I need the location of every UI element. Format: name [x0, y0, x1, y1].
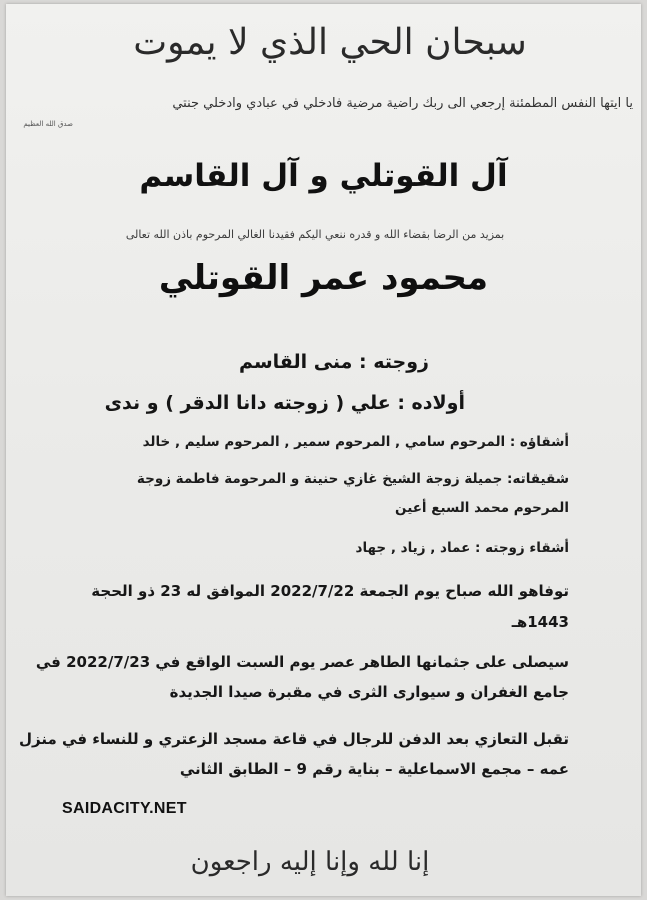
- wife-line: زوجته : منى القاسم: [239, 351, 429, 373]
- condolences-line-2: عمه – مجمع الاسماعلية – بناية رقم 9 – الطابق الثاني: [179, 760, 569, 778]
- footer-calligraphy: إنا لله وإنا إليه راجعون: [190, 847, 430, 877]
- condolences-line-1: تقبل التعازي بعد الدفن للرجال في قاعة مسجد الزعتري و للنساء في منزل: [19, 730, 569, 748]
- header-calligraphy: سبحان الحي الذي لا يموت: [133, 22, 527, 63]
- sisters-line-1: شقيقاته: جميلة زوجة الشيخ غازي حنينة و المرحومة فاطمة زوجة: [136, 471, 569, 487]
- intro-text: بمزيد من الرضا بقضاء الله و قدره ننعي اليكم فقيدنا الغالي المرحوم باذن الله تعالى: [125, 228, 505, 241]
- site-watermark: SAIDACITY.NET: [62, 800, 187, 817]
- wife-siblings-line: أشقاء زوجته : عماد , زياد , جهاد: [355, 540, 569, 556]
- children-line: أولاده : علي ( زوجته دانا الدقر ) و ندى: [104, 392, 465, 414]
- quran-verse: يا ايتها النفس المطمئنة إرجعي الى ربك راضية مرضية فادخلي في عبادي وادخلي جنتي: [172, 96, 633, 111]
- death-line-2: 1443هـ: [511, 613, 569, 631]
- verse-reference: صدق الله العظيم: [23, 120, 73, 128]
- deceased-name: محمود عمر القوتلي: [158, 258, 489, 298]
- prayer-line-1: سيصلى على جثمانها الطاهر عصر يوم السبت الواقع في 2022/7/23 في: [35, 653, 569, 671]
- sisters-line-2: المرحوم محمد السبع أعين: [395, 500, 569, 516]
- brothers-line: أشقاؤه : المرحوم سامي , المرحوم سمير , المرحوم سليم , خالد: [142, 434, 569, 450]
- death-line-1: توفاهو الله صباح يوم الجمعة 2022/7/22 الموافق له 23 ذو الحجة: [91, 582, 569, 600]
- prayer-line-2: جامع الغفران و سيوارى الثرى في مقبرة صيدا الجديدة: [169, 683, 569, 701]
- families-heading: آل القوتلي و آل القاسم: [139, 158, 508, 194]
